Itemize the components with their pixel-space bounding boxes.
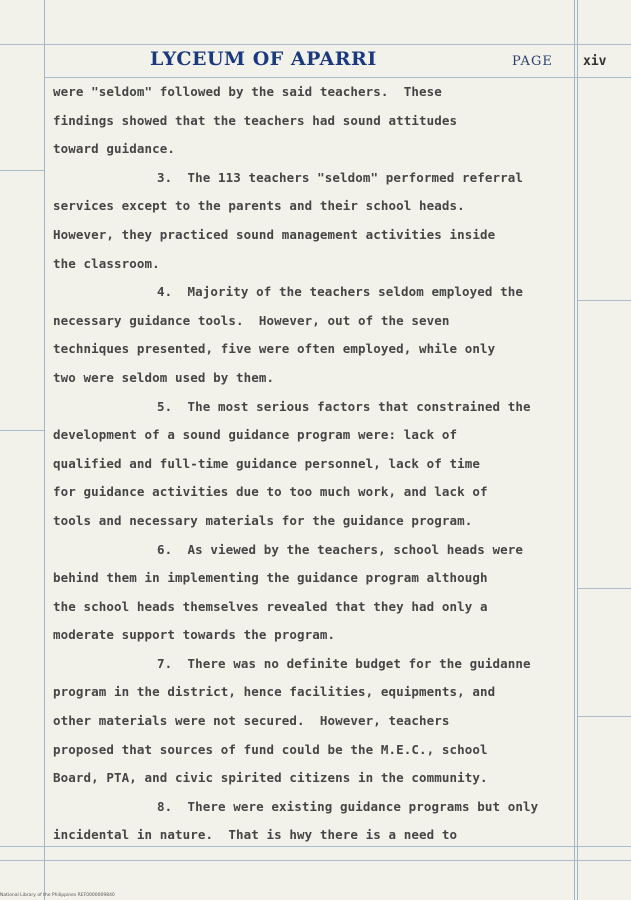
text-line: Board, PTA, and civic spirited citizens in the community. bbox=[53, 770, 488, 786]
right-gutter-rule bbox=[578, 588, 631, 589]
page-number: xiv bbox=[583, 54, 607, 69]
right-gutter-rule bbox=[578, 716, 631, 717]
text-line: necessary guidance tools. However, out of the seven bbox=[53, 312, 450, 328]
top-rule bbox=[0, 44, 631, 45]
institution-title: LYCEUM OF APARRI bbox=[150, 48, 377, 70]
text-line: services except to the parents and their school heads. bbox=[53, 198, 465, 214]
text-line: the classroom. bbox=[53, 255, 160, 271]
text-line-finding-8: 8. There were existing guidance programs but only bbox=[157, 798, 539, 814]
left-gutter-rule bbox=[0, 430, 44, 431]
text-line-finding-5: 5. The most serious factors that constrained the bbox=[157, 398, 531, 414]
text-line: program in the district, hence facilities, equipments, and bbox=[53, 684, 496, 700]
left-margin-rule bbox=[44, 0, 45, 900]
text-line: tools and necessary materials for the guidance program. bbox=[53, 512, 473, 528]
page-label: PAGE bbox=[512, 54, 553, 69]
bottom-rule-second bbox=[0, 860, 631, 861]
text-line-finding-6: 6. As viewed by the teachers, school heads were bbox=[157, 541, 524, 557]
text-line: qualified and full-time guidance personnel, lack of time bbox=[53, 455, 481, 471]
text-line: development of a sound guidance program were: lack of bbox=[53, 427, 458, 443]
text-line: for guidance activities due to too much work, and lack of bbox=[53, 484, 488, 500]
text-line-finding-7: 7. There was no definite budget for the guidanne bbox=[157, 655, 531, 671]
right-gutter-rule bbox=[578, 300, 631, 301]
text-line: two were seldom used by them. bbox=[53, 369, 275, 385]
text-line: moderate support towards the program. bbox=[53, 627, 336, 643]
text-line: incidental in nature. That is hwy there is a need to bbox=[53, 827, 458, 843]
text-line: were "seldom" followed by the said teachers. These bbox=[53, 84, 442, 99]
text-line: However, they practiced sound management activities inside bbox=[53, 226, 496, 242]
body-text bbox=[53, 78, 571, 850]
archive-footer-note: National Library of the Philippines REF0000009840 bbox=[0, 893, 115, 898]
text-line-finding-4: 4. Majority of the teachers seldom employed the bbox=[157, 284, 524, 300]
left-gutter-rule bbox=[0, 170, 44, 171]
text-line: proposed that sources of fund could be the M.E.C., school bbox=[53, 741, 488, 757]
text-line: the school heads themselves revealed that they had only a bbox=[53, 598, 488, 614]
text-line: findings showed that the teachers had sound attitudes bbox=[53, 112, 458, 128]
right-margin-rule-double bbox=[577, 0, 578, 900]
text-line-finding-3: 3. The 113 teachers "seldom" performed referral bbox=[157, 169, 524, 185]
text-line: toward guidance. bbox=[53, 141, 176, 157]
right-margin-rule bbox=[574, 0, 575, 900]
text-line: other materials were not secured. However, teachers bbox=[53, 713, 450, 729]
text-line: behind them in implementing the guidance program although bbox=[53, 570, 488, 586]
text-line: techniques presented, five were often employed, while only bbox=[53, 341, 496, 357]
